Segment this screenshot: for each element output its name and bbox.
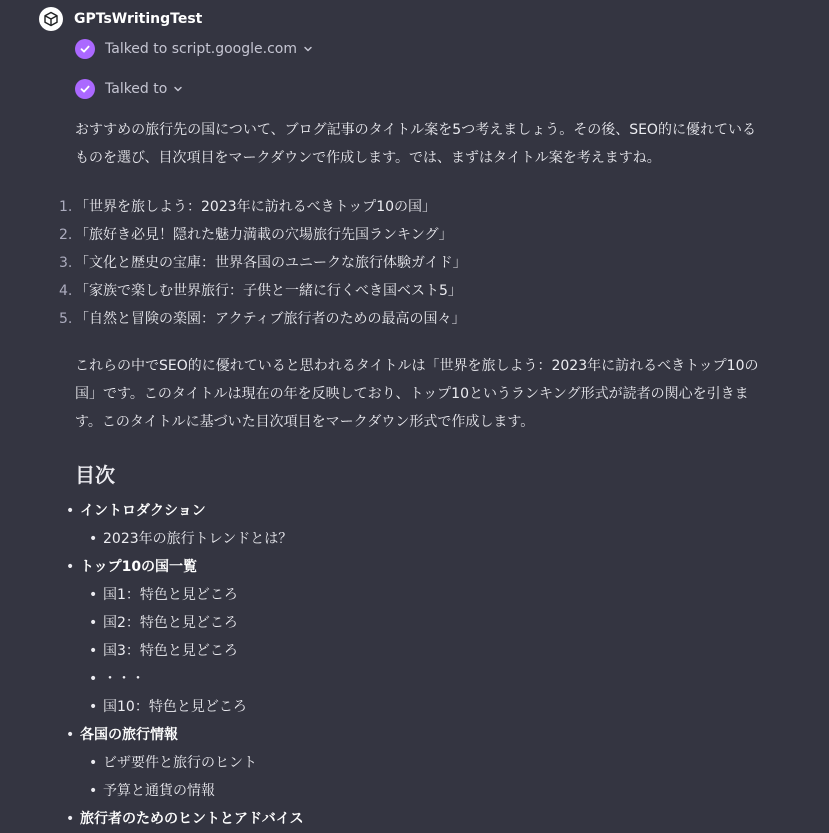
list-item bbox=[59, 193, 467, 221]
tool-call-label: Talked to script.google.com bbox=[105, 41, 297, 57]
gpt-header bbox=[39, 7, 202, 31]
toc-label: イントロダクション bbox=[80, 503, 206, 519]
check-icon bbox=[75, 39, 95, 59]
list-text: 「家族で楽しむ世界旅行：子供と一緒に行くべき国ベスト5」 bbox=[75, 283, 462, 299]
toc-item bbox=[66, 497, 304, 525]
toc-heading: 目次 bbox=[75, 463, 115, 487]
list-text: 「自然と冒険の楽園：アクティブ旅行者のための最高の国々」 bbox=[75, 311, 466, 327]
list-item bbox=[59, 277, 467, 305]
toc-subitem bbox=[66, 693, 304, 721]
list-text: 「世界を旅しよう：2023年に訪れるべきトップ10の国」 bbox=[75, 199, 437, 215]
toc-subitem-text: 国3：特色と見どころ bbox=[103, 643, 238, 659]
list-item bbox=[59, 249, 467, 277]
toc-item bbox=[66, 805, 304, 833]
tool-call-label: Talked to bbox=[105, 81, 168, 97]
chevron-down-icon[interactable] bbox=[303, 44, 313, 54]
toc-item bbox=[66, 721, 304, 749]
list-number: 3. bbox=[59, 255, 73, 271]
chevron-down-icon[interactable] bbox=[173, 84, 183, 94]
toc-subitem-text: 国2：特色と見どころ bbox=[103, 615, 238, 631]
tool-call-2[interactable] bbox=[75, 79, 183, 99]
toc-subitem bbox=[66, 777, 304, 805]
tool-call-1[interactable] bbox=[75, 39, 313, 59]
toc-subitem bbox=[66, 637, 304, 665]
toc-label: 旅行者のためのヒントとアドバイス bbox=[80, 811, 304, 827]
bullet: • bbox=[66, 727, 75, 743]
explanation-paragraph: これらの中でSEO的に優れていると思われるタイトルは「世界を旅しよう：2023年に訪れるべきトップ10の国」です。このタイトルは現在の年を反映しており、トップ10というランキング形式が読者の関心を引きます。このタイトルに基づいた目次項目をマークダウン形式で作成します。 bbox=[75, 358, 759, 430]
toc-subitem-text: ビザ要件と旅行のヒント bbox=[103, 755, 257, 771]
toc-subitem bbox=[66, 609, 304, 637]
toc-item bbox=[66, 553, 304, 581]
bullet: • bbox=[89, 531, 98, 547]
list-item bbox=[59, 221, 467, 249]
toc-label: トップ10の国一覧 bbox=[80, 559, 198, 575]
toc-list bbox=[66, 497, 304, 833]
gpt-name: GPTsWritingTest bbox=[74, 11, 203, 27]
toc-subitem bbox=[66, 665, 304, 693]
bullet: • bbox=[89, 643, 98, 659]
list-number: 2. bbox=[59, 227, 73, 243]
list-text: 「旅好き必見！隠れた魅力満載の穴場旅行先国ランキング」 bbox=[75, 227, 453, 243]
bullet: • bbox=[89, 783, 98, 799]
bullet: • bbox=[66, 811, 75, 827]
list-text: 「文化と歴史の宝庫：世界各国のユニークな旅行体験ガイド」 bbox=[75, 255, 467, 271]
toc-subitem-text: ・・・ bbox=[103, 671, 145, 687]
list-number: 4. bbox=[59, 283, 73, 299]
bullet: • bbox=[66, 503, 75, 519]
bullet: • bbox=[89, 615, 98, 631]
list-item bbox=[59, 305, 467, 333]
list-number: 5. bbox=[59, 311, 73, 327]
toc-subitem bbox=[66, 581, 304, 609]
bullet: • bbox=[89, 671, 98, 687]
bullet: • bbox=[66, 559, 75, 575]
title-list bbox=[59, 193, 467, 333]
toc-subitem-text: 予算と通貨の情報 bbox=[103, 783, 215, 799]
toc-label: 各国の旅行情報 bbox=[80, 727, 178, 743]
intro-paragraph: おすすめの旅行先の国について、ブログ記事のタイトル案を5つ考えましょう。その後、SEO的に優れているものを選び、目次項目をマークダウンで作成します。では、まずはタイトル案を考えますね。 bbox=[75, 122, 756, 166]
list-number: 1. bbox=[59, 199, 73, 215]
toc-subitem bbox=[66, 525, 304, 553]
bullet: • bbox=[89, 699, 98, 715]
toc-subitem bbox=[66, 749, 304, 777]
toc-subitem-text: 2023年の旅行トレンドとは？ bbox=[103, 531, 293, 547]
cube-icon[interactable] bbox=[39, 7, 63, 31]
bullet: • bbox=[89, 755, 98, 771]
toc-subitem-text: 国1：特色と見どころ bbox=[103, 587, 238, 603]
bullet: • bbox=[89, 587, 98, 603]
toc-subitem-text: 国10：特色と見どころ bbox=[103, 699, 247, 715]
check-icon bbox=[75, 79, 95, 99]
